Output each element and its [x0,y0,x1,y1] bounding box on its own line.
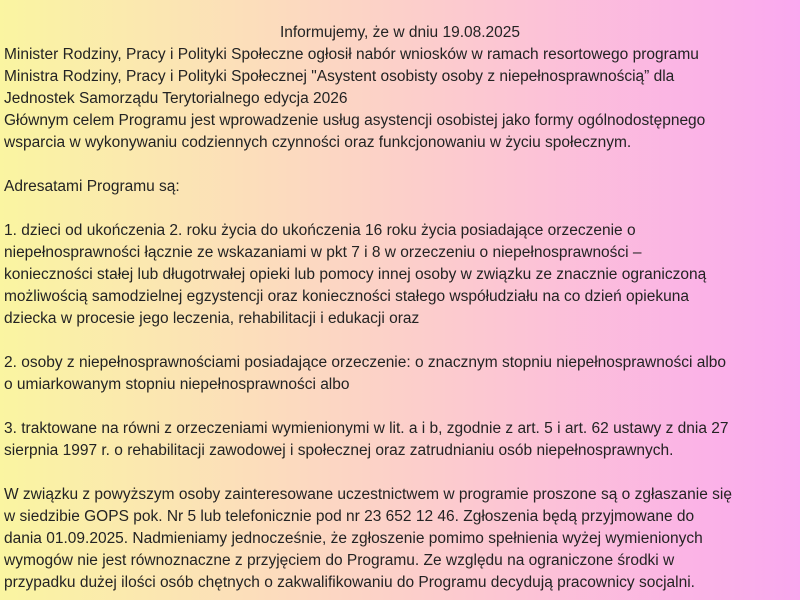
addressee-item-3 [4,418,796,462]
blank-line [4,396,796,418]
intro-paragraph [4,44,796,154]
text-line: o umiarkowanym stopniu niepełnosprawności albo [4,376,350,393]
blank-line [4,330,796,352]
text-line: 1. dzieci od ukończenia 2. roku życia do ukończenia 16 roku życia posiadające orzeczenie o [4,222,636,239]
text-line: dziecka w procesie jego leczenia, rehabilitacji i edukacji oraz [4,310,420,327]
blank-line [4,462,796,484]
text-line: wsparcia w wykonywaniu codziennych czynności oraz funkcjonowaniu w życiu społecznym. [4,134,632,151]
text-line: konieczności stałej lub długotrwałej opieki lub pomocy innej osoby w związku ze znacznie ograniczoną [4,266,707,283]
text-line: możliwością samodzielnej egzystencji oraz konieczności stałego współudziału na co dzień opiekuna [4,288,689,305]
text-line: W związku z powyższym osoby zainteresowane uczestnictwem w programie proszone są o zgłaszanie się [4,486,732,503]
addressee-item-2 [4,352,796,396]
announcement-title: Informujemy, że w dniu 19.08.2025 [279,24,521,41]
text-line: 2. osoby z niepełnosprawnościami posiadające orzeczenie: o znacznym stopniu niepełnosprawności albo [4,354,727,371]
text-line: wymogów nie jest równoznaczne z przyjęciem do Programu. Ze względu na ograniczone środki w [4,552,675,569]
text-line: niepełnosprawności łącznie ze wskazaniami w pkt 7 i 8 w orzeczeniu o niepełnosprawności – [4,244,642,261]
text-line: w siedzibie GOPS pok. Nr 5 lub telefonicznie pod nr 23 652 12 46. Zgłoszenia będą przyjmowane do [4,508,695,525]
blank-line [4,154,796,176]
addressees-heading: Adresatami Programu są: [4,178,180,195]
addressee-item-1 [4,220,796,330]
text-line: Głównym celem Programu jest wprowadzenie usług asystencji osobistej jako formy ogólnodostępnego [4,112,706,129]
blank-line [4,198,796,220]
text-line: przypadku dużej ilości osób chętnych o zakwalifikowaniu do Programu decydują pracownicy socjalni. [4,574,695,591]
text-line: Jednostek Samorządu Terytorialnego edycja 2026 [4,90,348,107]
text-line: Ministra Rodziny, Pracy i Polityki Społecznej "Asystent osobisty osoby z niepełnosprawnością” dla [4,68,675,85]
closing-paragraph [4,484,796,594]
text-line: dania 01.09.2025. Nadmieniamy jednocześnie, że zgłoszenie pomimo spełnienia wyżej wymienionych [4,530,703,547]
text-line: 3. traktowane na równi z orzeczeniami wymienionymi w lit. a i b, zgodnie z art. 5 i art. 62 ustawy z dnia 27 [4,420,729,437]
text-line: sierpnia 1997 r. o rehabilitacji zawodowej i społecznej oraz zatrudnianiu osób niepełnosprawnych. [4,442,674,459]
text-line: Minister Rodziny, Pracy i Polityki Społeczne ogłosił nabór wniosków w ramach resortowego programu [4,46,699,63]
